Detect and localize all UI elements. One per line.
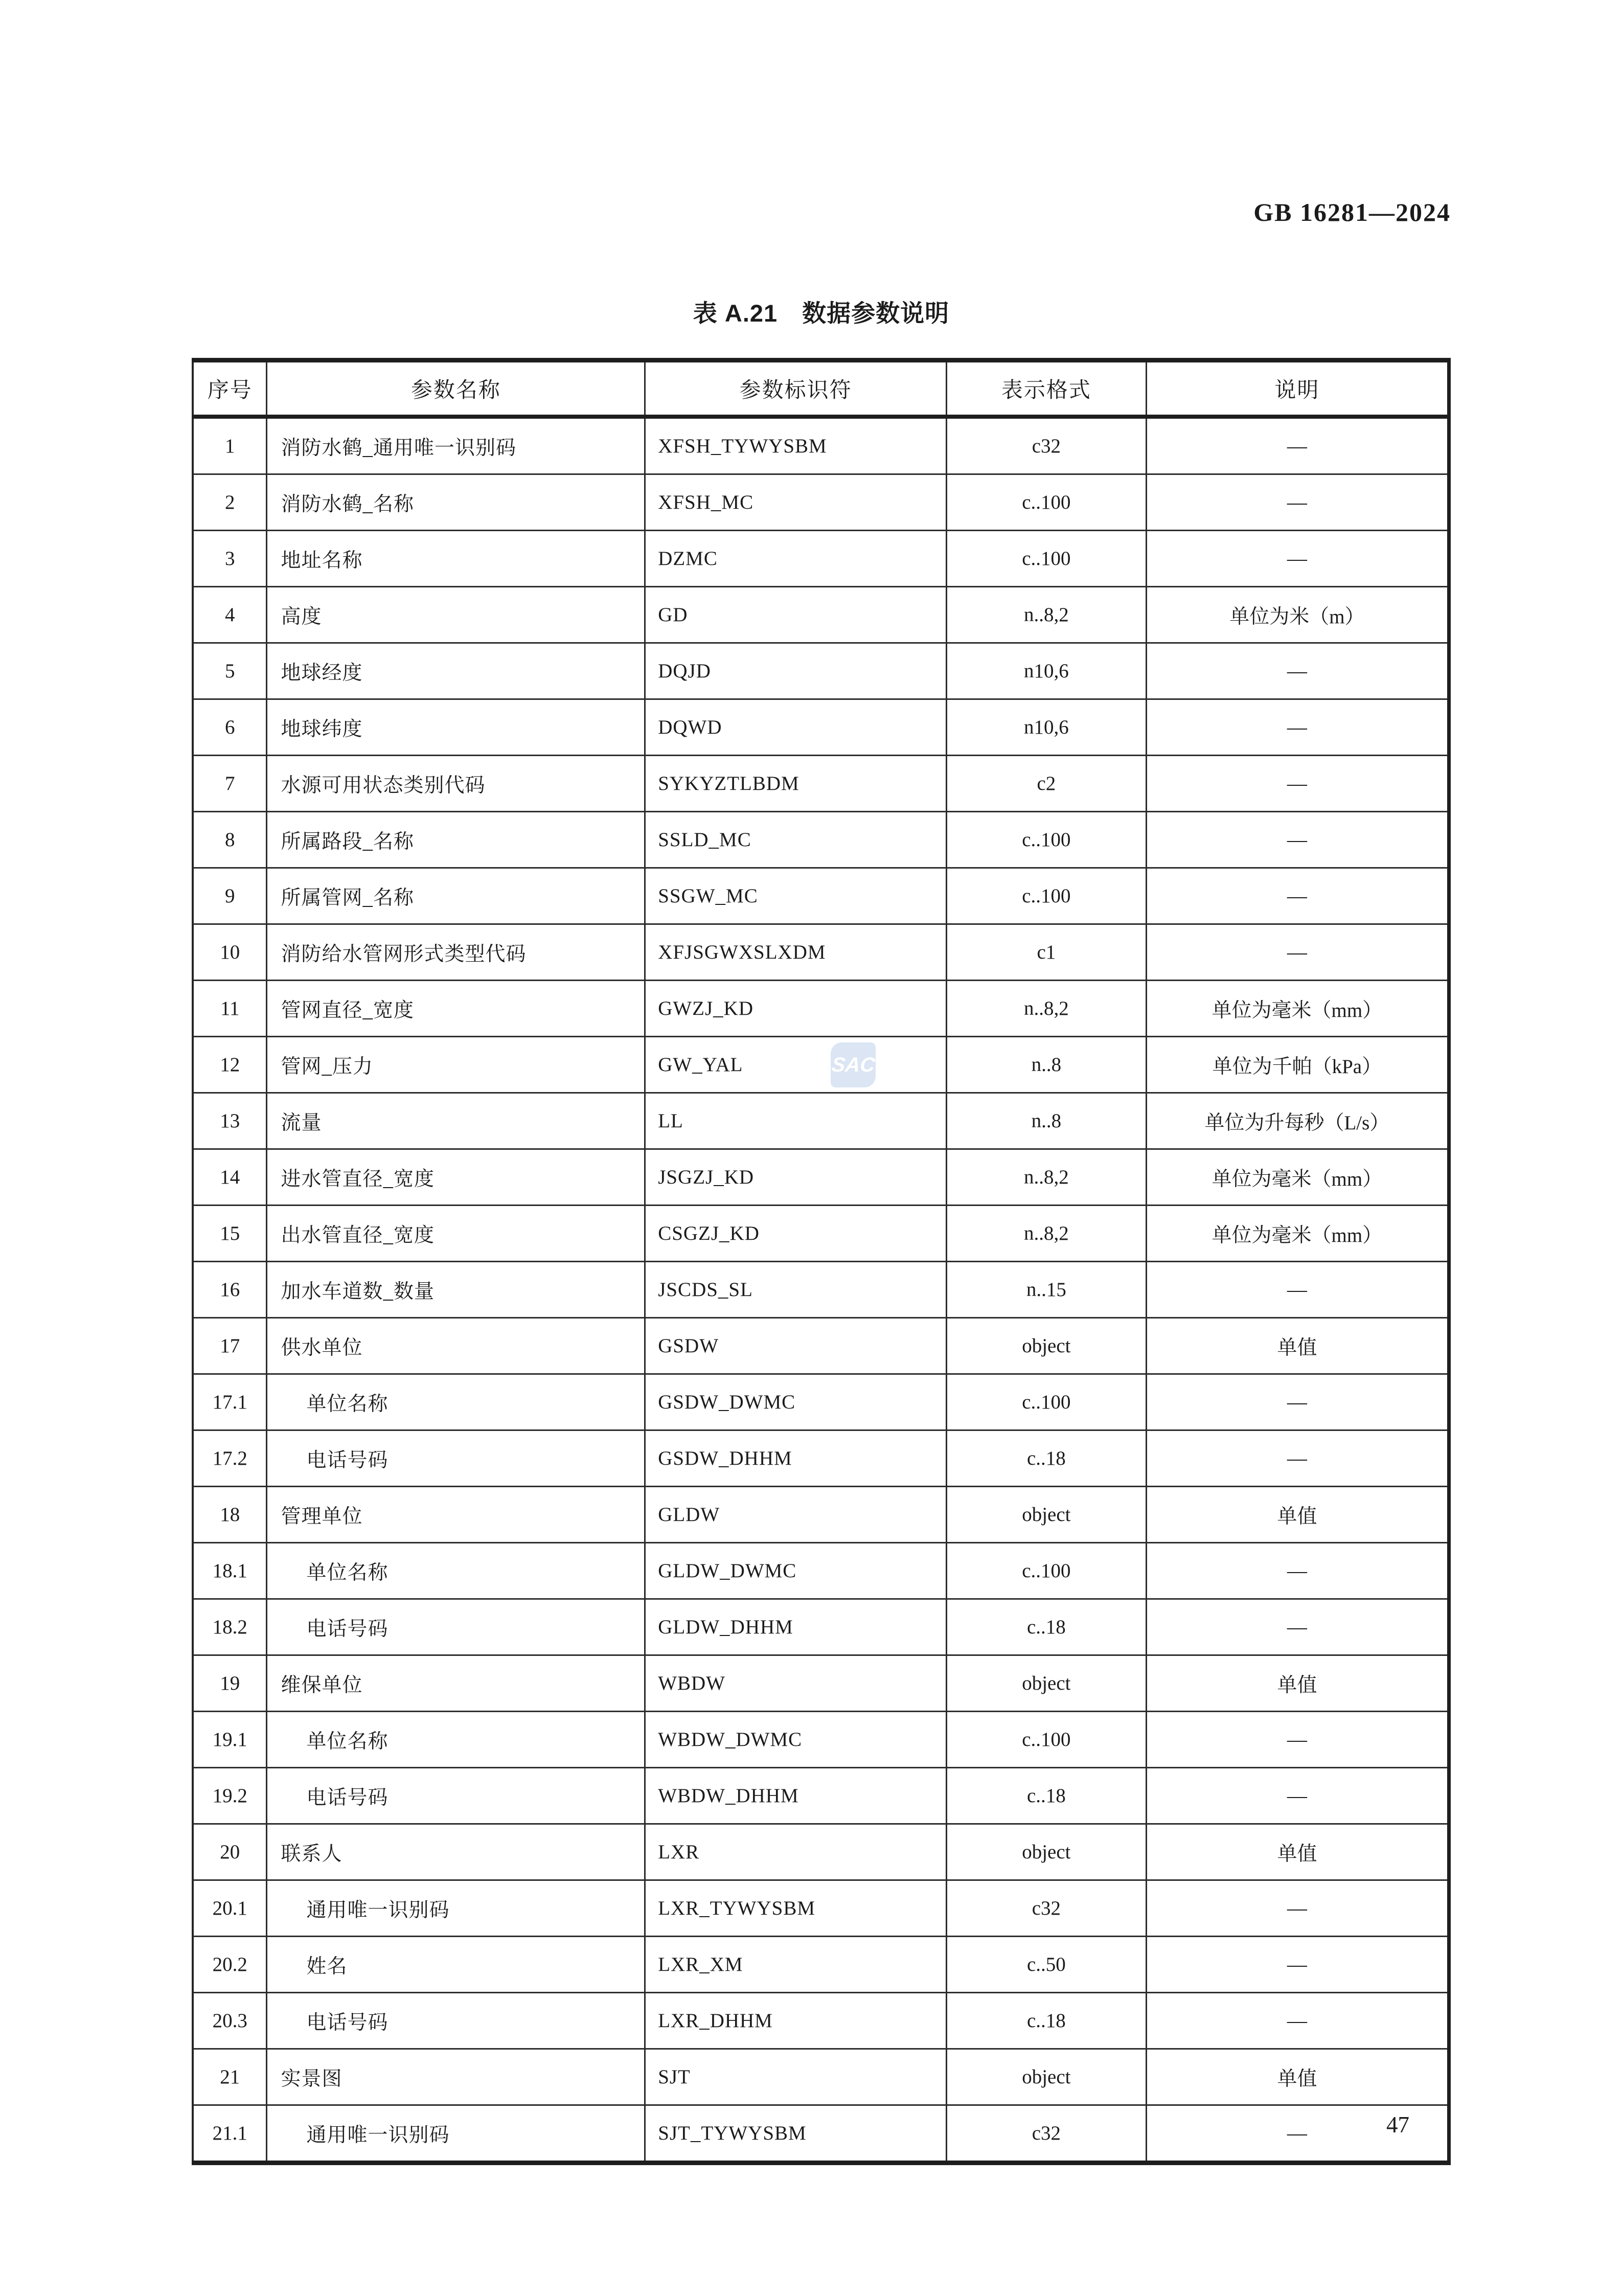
- row-id: GD: [645, 587, 947, 643]
- row-format: c..100: [946, 812, 1146, 868]
- row-name: 消防给水管网形式类型代码: [267, 924, 645, 981]
- row-format: n..8: [946, 1037, 1146, 1093]
- row-format: n10,6: [946, 643, 1146, 699]
- row-name: 通用唯一识别码: [267, 1880, 645, 1937]
- watermark-text: SAC: [830, 1053, 876, 1076]
- row-desc: —: [1146, 1937, 1449, 1993]
- row-desc: 单位为毫米（mm）: [1146, 1149, 1449, 1206]
- row-format: c1: [946, 924, 1146, 981]
- table-row: [193, 1093, 1449, 1149]
- row-id: XFSH_TYWYSBM: [645, 417, 947, 474]
- row-desc: 单值: [1146, 1318, 1449, 1374]
- table-row: [193, 1206, 1449, 1262]
- row-desc: —: [1146, 868, 1449, 924]
- row-name: 水源可用状态类别代码: [267, 756, 645, 812]
- row-desc: —: [1146, 1543, 1449, 1599]
- row-id: WBDW: [645, 1655, 947, 1712]
- row-name: 电话号码: [267, 1430, 645, 1487]
- table-row: [193, 1037, 1449, 1093]
- table-row: [193, 699, 1449, 756]
- table-row: [193, 981, 1449, 1037]
- row-no: 20.2: [193, 1937, 267, 1993]
- row-desc: —: [1146, 1374, 1449, 1430]
- row-id: GLDW_DHHM: [645, 1599, 947, 1655]
- row-format: n..8,2: [946, 1206, 1146, 1262]
- table-row: [193, 1768, 1449, 1824]
- row-format: c..18: [946, 1430, 1146, 1487]
- row-name: 单位名称: [267, 1374, 645, 1430]
- row-name: 实景图: [267, 2049, 645, 2105]
- row-desc: —: [1146, 1880, 1449, 1937]
- row-no: 18.2: [193, 1599, 267, 1655]
- row-no: 20.1: [193, 1880, 267, 1937]
- table-row: [193, 1712, 1449, 1768]
- table-row: [193, 1543, 1449, 1599]
- page-number: 47: [1386, 2112, 1409, 2138]
- row-no: 19: [193, 1655, 267, 1712]
- row-id: XFJSGWXSLXDM: [645, 924, 947, 981]
- table-header-row: [193, 360, 1449, 417]
- row-desc: —: [1146, 417, 1449, 474]
- row-format: object: [946, 1487, 1146, 1543]
- row-no: 9: [193, 868, 267, 924]
- table-row: [193, 417, 1449, 474]
- row-id: LXR_TYWYSBM: [645, 1880, 947, 1937]
- row-name: 电话号码: [267, 1768, 645, 1824]
- row-id: GLDW: [645, 1487, 947, 1543]
- row-format: c..100: [946, 474, 1146, 531]
- header-cell-format: 表示格式: [946, 360, 1146, 417]
- table-row: [193, 474, 1449, 531]
- row-desc: 单位为毫米（mm）: [1146, 1206, 1449, 1262]
- table-row: [193, 1374, 1449, 1430]
- row-name: 管网直径_宽度: [267, 981, 645, 1037]
- row-desc: —: [1146, 474, 1449, 531]
- header-cell-no: 序号: [193, 360, 267, 417]
- row-id: GWZJ_KD: [645, 981, 947, 1037]
- row-id: LXR_DHHM: [645, 1993, 947, 2049]
- row-name: 联系人: [267, 1824, 645, 1880]
- row-format: c..18: [946, 1599, 1146, 1655]
- row-desc: 单位为千帕（kPa）: [1146, 1037, 1449, 1093]
- row-format: object: [946, 1655, 1146, 1712]
- row-desc: 单值: [1146, 2049, 1449, 2105]
- row-format: c..50: [946, 1937, 1146, 1993]
- row-name: 所属路段_名称: [267, 812, 645, 868]
- row-desc: 单值: [1146, 1824, 1449, 1880]
- row-desc: —: [1146, 1768, 1449, 1824]
- row-id: GSDW_DHHM: [645, 1430, 947, 1487]
- row-no: 20: [193, 1824, 267, 1880]
- row-no: 1: [193, 417, 267, 474]
- table-row: [193, 1262, 1449, 1318]
- row-name: 姓名: [267, 1937, 645, 1993]
- table-row: [193, 868, 1449, 924]
- row-desc: 单位为毫米（mm）: [1146, 981, 1449, 1037]
- table-row: [193, 924, 1449, 981]
- row-name: 加水车道数_数量: [267, 1262, 645, 1318]
- row-no: 18.1: [193, 1543, 267, 1599]
- row-format: c..100: [946, 1374, 1146, 1430]
- row-desc: —: [1146, 1262, 1449, 1318]
- row-no: 19.1: [193, 1712, 267, 1768]
- row-desc: 单值: [1146, 1655, 1449, 1712]
- row-name: 地球纬度: [267, 699, 645, 756]
- table-row: [193, 1149, 1449, 1206]
- row-no: 16: [193, 1262, 267, 1318]
- table-row: [193, 1318, 1449, 1374]
- table-row: [193, 1655, 1449, 1712]
- row-no: 21.1: [193, 2105, 267, 2163]
- row-desc: —: [1146, 1712, 1449, 1768]
- table-row: [193, 1599, 1449, 1655]
- row-no: 17: [193, 1318, 267, 1374]
- row-no: 6: [193, 699, 267, 756]
- row-no: 7: [193, 756, 267, 812]
- row-desc: —: [1146, 643, 1449, 699]
- row-name: 消防水鹤_名称: [267, 474, 645, 531]
- row-no: 18: [193, 1487, 267, 1543]
- row-format: n..8,2: [946, 1149, 1146, 1206]
- row-desc: —: [1146, 1993, 1449, 2049]
- row-no: 17.2: [193, 1430, 267, 1487]
- row-no: 21: [193, 2049, 267, 2105]
- table-row: [193, 1430, 1449, 1487]
- row-id: DQJD: [645, 643, 947, 699]
- row-desc: —: [1146, 756, 1449, 812]
- row-no: 13: [193, 1093, 267, 1149]
- row-desc: —: [1146, 924, 1449, 981]
- table-row: [193, 1993, 1449, 2049]
- parameters-table: [192, 358, 1451, 2165]
- row-format: c..100: [946, 531, 1146, 587]
- row-id: XFSH_MC: [645, 474, 947, 531]
- row-id: SJT: [645, 2049, 947, 2105]
- header-cell-id: 参数标识符: [645, 360, 947, 417]
- row-id: LXR_XM: [645, 1937, 947, 1993]
- row-name: 单位名称: [267, 1543, 645, 1599]
- row-id: SJT_TYWYSBM: [645, 2105, 947, 2163]
- row-name: 所属管网_名称: [267, 868, 645, 924]
- row-desc: —: [1146, 1430, 1449, 1487]
- row-format: object: [946, 2049, 1146, 2105]
- row-no: 12: [193, 1037, 267, 1093]
- table-row: [193, 531, 1449, 587]
- table-row: [193, 1880, 1449, 1937]
- row-desc: —: [1146, 1599, 1449, 1655]
- table-row: [193, 1937, 1449, 1993]
- row-format: object: [946, 1318, 1146, 1374]
- standard-code: GB 16281—2024: [1253, 198, 1451, 226]
- row-id: SSGW_MC: [645, 868, 947, 924]
- row-format: c2: [946, 756, 1146, 812]
- row-id: LXR: [645, 1824, 947, 1880]
- row-name: 地址名称: [267, 531, 645, 587]
- row-name: 维保单位: [267, 1655, 645, 1712]
- table-row: [193, 2105, 1449, 2163]
- row-desc: —: [1146, 699, 1449, 756]
- row-no: 8: [193, 812, 267, 868]
- table-row: [193, 1824, 1449, 1880]
- row-id: GSDW: [645, 1318, 947, 1374]
- row-desc: —: [1146, 531, 1449, 587]
- table-row: [193, 756, 1449, 812]
- row-desc: 单位为米（m）: [1146, 587, 1449, 643]
- row-no: 14: [193, 1149, 267, 1206]
- row-name: 消防水鹤_通用唯一识别码: [267, 417, 645, 474]
- table-row: [193, 2049, 1449, 2105]
- sac-watermark-logo: [831, 1042, 876, 1087]
- row-no: 10: [193, 924, 267, 981]
- row-format: n..8,2: [946, 981, 1146, 1037]
- row-no: 17.1: [193, 1374, 267, 1430]
- row-id: DQWD: [645, 699, 947, 756]
- row-format: c..18: [946, 1768, 1146, 1824]
- row-id: GLDW_DWMC: [645, 1543, 947, 1599]
- row-name: 出水管直径_宽度: [267, 1206, 645, 1262]
- row-desc: —: [1146, 812, 1449, 868]
- row-format: n10,6: [946, 699, 1146, 756]
- row-desc: 单位为升每秒（L/s）: [1146, 1093, 1449, 1149]
- row-name: 管理单位: [267, 1487, 645, 1543]
- row-format: object: [946, 1824, 1146, 1880]
- row-id: GW_YAL: [645, 1037, 947, 1093]
- row-name: 供水单位: [267, 1318, 645, 1374]
- row-no: 11: [193, 981, 267, 1037]
- row-format: c..100: [946, 868, 1146, 924]
- row-format: n..8,2: [946, 587, 1146, 643]
- row-name: 管网_压力: [267, 1037, 645, 1093]
- table-title: 表 A.21 数据参数说明: [693, 300, 950, 327]
- row-format: c..100: [946, 1543, 1146, 1599]
- row-no: 5: [193, 643, 267, 699]
- row-format: c..18: [946, 1993, 1146, 2049]
- row-no: 3: [193, 531, 267, 587]
- row-desc: —: [1146, 2105, 1449, 2163]
- row-name: 电话号码: [267, 1599, 645, 1655]
- row-format: n..8: [946, 1093, 1146, 1149]
- row-format: c32: [946, 1880, 1146, 1937]
- row-no: 20.3: [193, 1993, 267, 2049]
- row-name: 单位名称: [267, 1712, 645, 1768]
- table-row: [193, 643, 1449, 699]
- row-id: LL: [645, 1093, 947, 1149]
- row-id: JSCDS_SL: [645, 1262, 947, 1318]
- row-id: SSLD_MC: [645, 812, 947, 868]
- row-format: c32: [946, 417, 1146, 474]
- row-id: SYKYZTLBDM: [645, 756, 947, 812]
- row-format: c32: [946, 2105, 1146, 2163]
- row-name: 地球经度: [267, 643, 645, 699]
- row-no: 19.2: [193, 1768, 267, 1824]
- row-name: 电话号码: [267, 1993, 645, 2049]
- table-row: [193, 1487, 1449, 1543]
- row-name: 流量: [267, 1093, 645, 1149]
- row-id: JSGZJ_KD: [645, 1149, 947, 1206]
- table-body: [193, 417, 1449, 2163]
- row-no: 2: [193, 474, 267, 531]
- header-cell-name: 参数名称: [267, 360, 645, 417]
- row-id: WBDW_DWMC: [645, 1712, 947, 1768]
- row-id: DZMC: [645, 531, 947, 587]
- row-id: CSGZJ_KD: [645, 1206, 947, 1262]
- row-format: n..15: [946, 1262, 1146, 1318]
- table-row: [193, 587, 1449, 643]
- row-id: WBDW_DHHM: [645, 1768, 947, 1824]
- row-id: GSDW_DWMC: [645, 1374, 947, 1430]
- row-desc: 单值: [1146, 1487, 1449, 1543]
- row-no: 15: [193, 1206, 267, 1262]
- table-row: [193, 812, 1449, 868]
- header-cell-desc: 说明: [1146, 360, 1449, 417]
- row-name: 通用唯一识别码: [267, 2105, 645, 2163]
- row-no: 4: [193, 587, 267, 643]
- row-format: c..100: [946, 1712, 1146, 1768]
- row-name: 进水管直径_宽度: [267, 1149, 645, 1206]
- row-name: 高度: [267, 587, 645, 643]
